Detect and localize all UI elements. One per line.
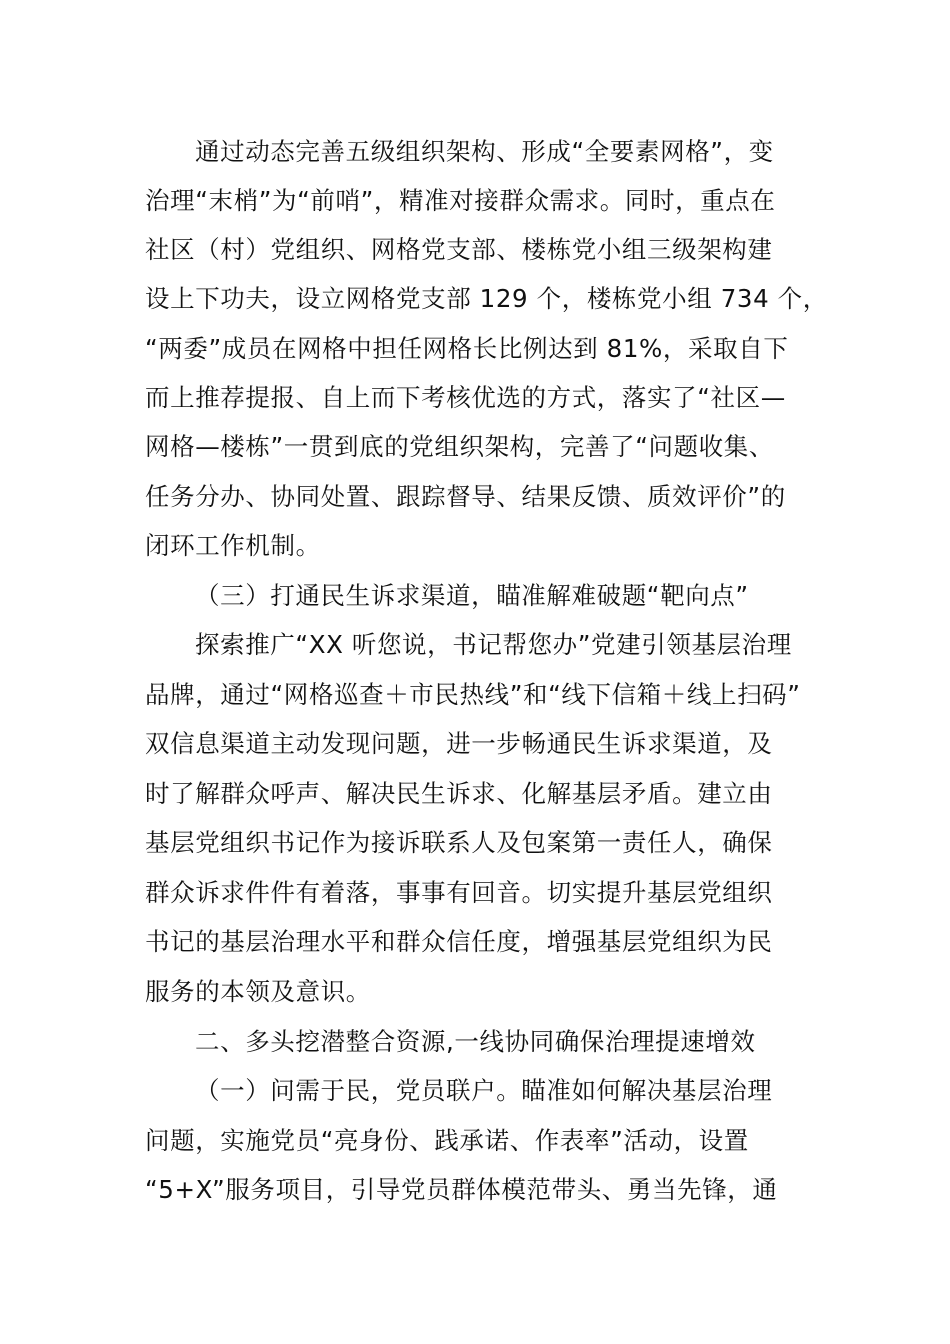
paragraph-line: 通过动态完善五级组织架构、形成“全要素网格”，变 xyxy=(195,137,774,166)
paragraph-line: 服务的本领及意识。 xyxy=(145,977,371,1006)
section-heading: （三）打通民生诉求渠道，瞄准解难破题“靶向点” xyxy=(195,581,749,610)
paragraph-line: 群众诉求件件有着落，事事有回音。切实提升基层党组织 xyxy=(145,878,773,907)
paragraph-line: 而上推荐提报、自上而下考核优选的方式，落实了“社区— xyxy=(145,383,786,412)
paragraph-line: 问题，实施党员“亮身份、践承诺、作表率”活动，设置 xyxy=(145,1126,749,1155)
paragraph-line: 书记的基层治理水平和群众信任度，增强基层党组织为民 xyxy=(145,927,773,956)
paragraph-line: 时了解群众呼声、解决民生诉求、化解基层矛盾。建立由 xyxy=(145,779,773,808)
section-heading: 二、多头挖潜整合资源,一线协同确保治理提速增效 xyxy=(195,1027,756,1056)
paragraph-line: 任务分办、协同处置、跟踪督导、结果反馈、质效评价”的 xyxy=(145,482,786,511)
paragraph-line: 设上下功夫，设立网格党支部 129 个，楼栋党小组 734 个， xyxy=(145,284,828,313)
paragraph-line: “两委”成员在网格中担任网格长比例达到 81%，采取自下 xyxy=(145,334,789,363)
paragraph-line: 闭环工作机制。 xyxy=(145,531,321,560)
paragraph-line: 探索推广“XX 听您说，书记帮您办”党建引领基层治理 xyxy=(195,630,792,659)
paragraph-line: “5+X”服务项目，引导党员群体模范带头、勇当先锋，通 xyxy=(145,1175,778,1204)
paragraph-line: （一）问需于民，党员联户。瞄准如何解决基层治理 xyxy=(195,1076,773,1105)
paragraph-line: 社区（村）党组织、网格党支部、楼栋党小组三级架构建 xyxy=(145,235,773,264)
paragraph-line: 基层党组织书记作为接诉联系人及包案第一责任人，确保 xyxy=(145,828,773,857)
paragraph-line: 网格—楼栋”一贯到底的党组织架构，完善了“问题收集、 xyxy=(145,432,774,461)
paragraph-line: 品牌，通过“网格巡查＋市民热线”和“线下信箱＋线上扫码” xyxy=(145,680,801,709)
paragraph-line: 治理“末梢”为“前哨”，精准对接群众需求。同时，重点在 xyxy=(145,186,776,215)
paragraph-line: 双信息渠道主动发现问题，进一步畅通民生诉求渠道，及 xyxy=(145,729,773,758)
